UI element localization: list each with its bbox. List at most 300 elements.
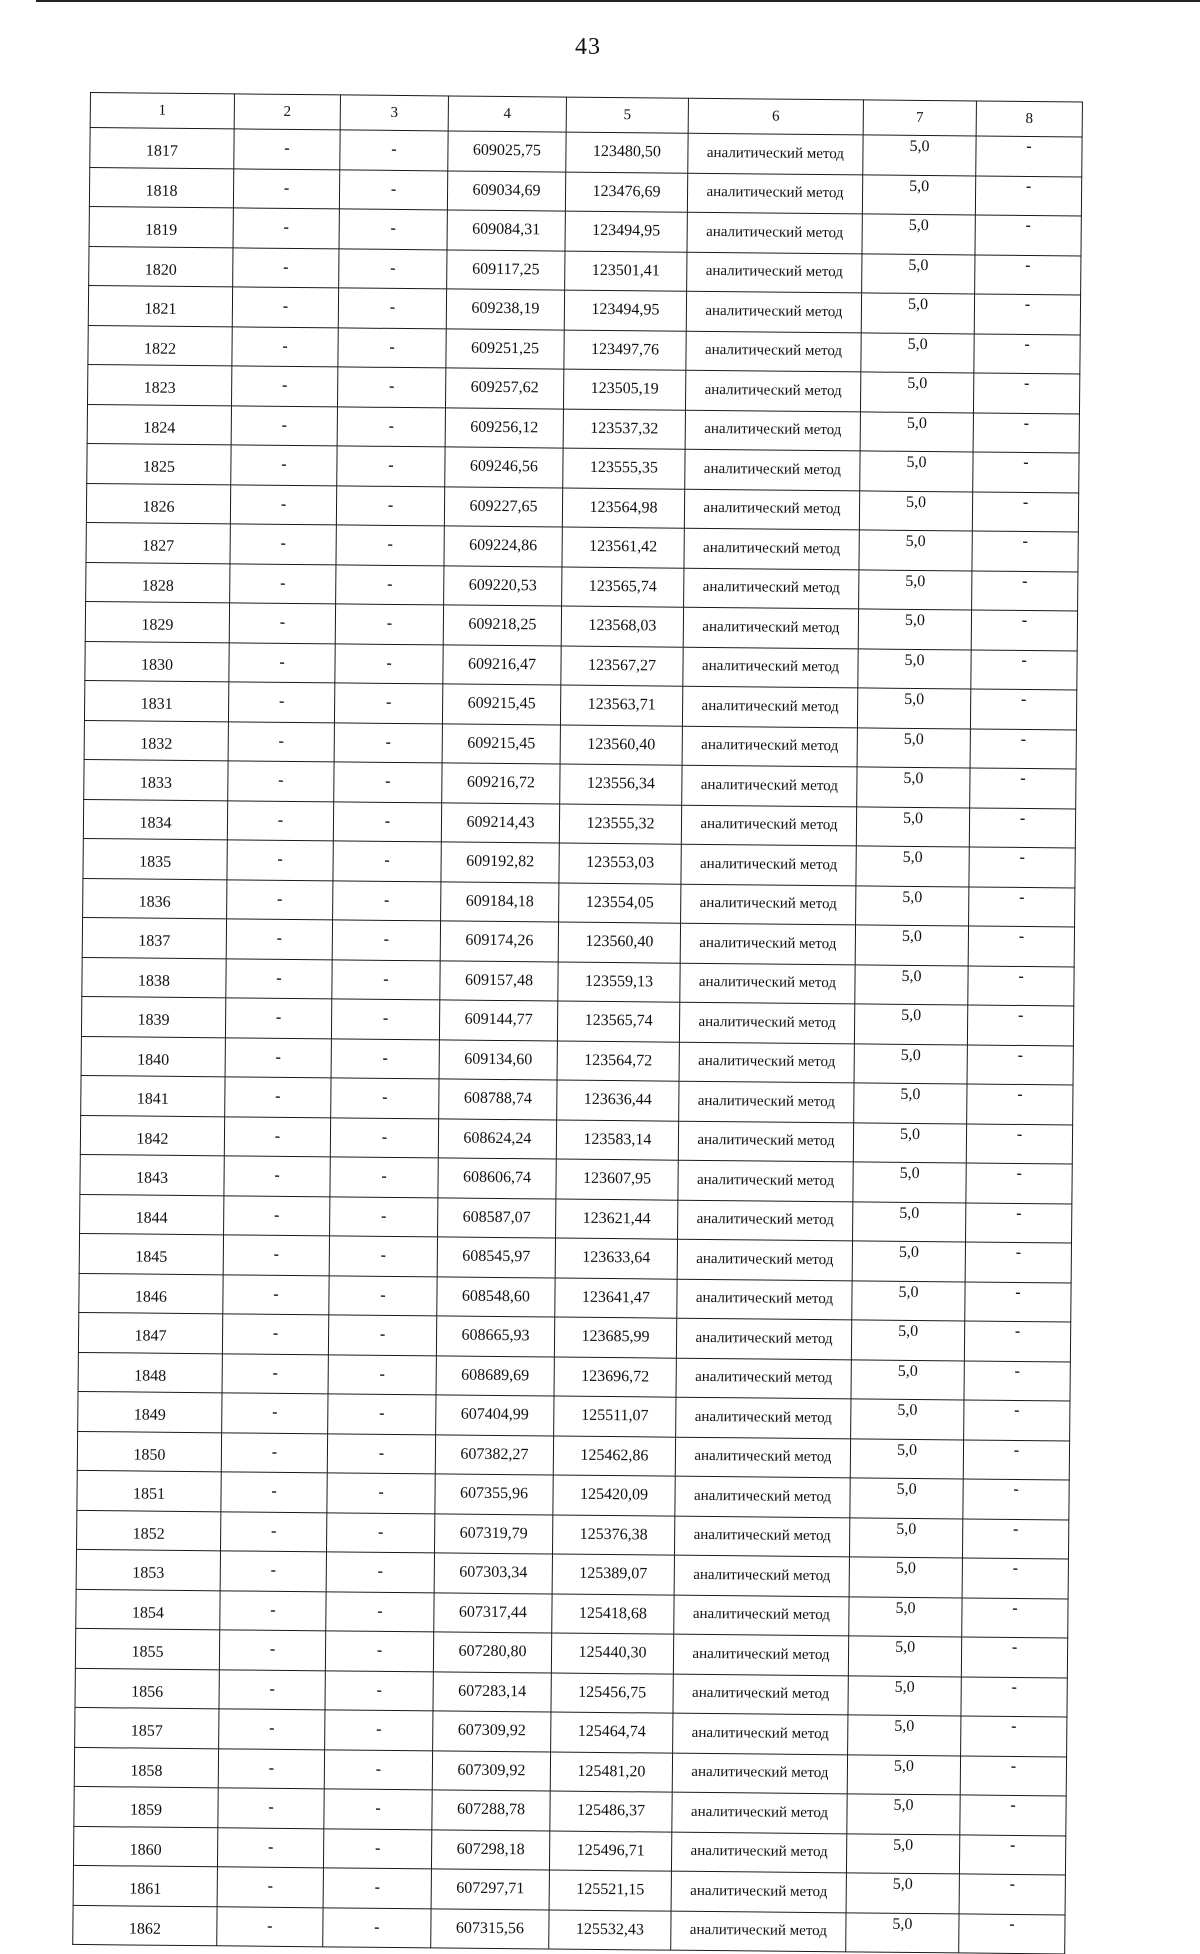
col3-cell: - xyxy=(326,1552,434,1593)
point-number-cell: 1835 xyxy=(83,838,227,879)
col8-cell: - xyxy=(968,965,1074,1006)
x-coordinate-cell: 609215,45 xyxy=(442,723,560,764)
y-coordinate-cell: 125511,07 xyxy=(554,1396,676,1437)
x-coordinate-cell: 608788,74 xyxy=(439,1079,557,1120)
x-coordinate-cell: 608548,60 xyxy=(437,1276,555,1317)
column-header-4: 4 xyxy=(448,96,566,132)
point-number-cell: 1818 xyxy=(89,167,233,208)
accuracy-cell: 5,0 xyxy=(862,253,975,294)
col3-cell: - xyxy=(331,1078,439,1119)
point-number-cell: 1858 xyxy=(74,1747,218,1788)
method-cell: аналитический метод xyxy=(683,607,858,648)
y-coordinate-cell: 123480,50 xyxy=(566,132,688,173)
page-number: 43 xyxy=(575,34,601,60)
col8-cell: - xyxy=(972,531,1078,572)
x-coordinate-cell: 609218,25 xyxy=(443,605,561,646)
col3-cell: - xyxy=(326,1591,434,1632)
method-cell: аналитический метод xyxy=(676,1358,851,1399)
x-coordinate-cell: 607288,78 xyxy=(432,1790,550,1831)
col8-cell: - xyxy=(963,1479,1069,1520)
col3-cell: - xyxy=(323,1907,431,1948)
col8-cell: - xyxy=(961,1676,1067,1717)
accuracy-cell: 5,0 xyxy=(847,1794,960,1835)
coordinates-table xyxy=(72,92,1083,1954)
accuracy-cell: 5,0 xyxy=(855,925,968,966)
col2-cell: - xyxy=(228,721,334,762)
col3-cell: - xyxy=(337,406,445,447)
col8-cell: - xyxy=(962,1558,1068,1599)
x-coordinate-cell: 607355,96 xyxy=(435,1474,553,1515)
point-number-cell: 1856 xyxy=(75,1668,219,1709)
y-coordinate-cell: 123494,95 xyxy=(565,211,687,252)
point-number-cell: 1832 xyxy=(84,720,228,761)
accuracy-cell: 5,0 xyxy=(860,372,973,413)
col2-cell: - xyxy=(221,1511,327,1552)
method-cell: аналитический метод xyxy=(679,1002,854,1043)
x-coordinate-cell: 607298,18 xyxy=(431,1829,549,1870)
column-header-3: 3 xyxy=(340,95,448,131)
x-coordinate-cell: 608689,69 xyxy=(436,1355,554,1396)
accuracy-cell: 5,0 xyxy=(857,727,970,768)
y-coordinate-cell: 123607,95 xyxy=(556,1159,678,1200)
col8-cell: - xyxy=(969,847,1075,888)
y-coordinate-cell: 123696,72 xyxy=(554,1357,676,1398)
accuracy-cell: 5,0 xyxy=(860,411,973,452)
col8-cell: - xyxy=(970,728,1076,769)
method-cell: аналитический метод xyxy=(674,1516,849,1557)
method-cell: аналитический метод xyxy=(685,370,860,411)
y-coordinate-cell: 123476,69 xyxy=(565,172,687,213)
point-number-cell: 1819 xyxy=(89,206,233,247)
col2-cell: - xyxy=(219,1709,325,1750)
method-cell: аналитический метод xyxy=(677,1279,852,1320)
accuracy-cell: 5,0 xyxy=(857,767,970,808)
col3-cell: - xyxy=(323,1868,431,1909)
method-cell: аналитический метод xyxy=(687,173,862,214)
x-coordinate-cell: 607280,80 xyxy=(433,1632,551,1673)
col2-cell: - xyxy=(228,682,334,723)
point-number-cell: 1834 xyxy=(83,799,227,840)
method-cell: аналитический метод xyxy=(687,212,862,253)
col3-cell: - xyxy=(325,1631,433,1672)
y-coordinate-cell: 123641,47 xyxy=(555,1278,677,1319)
accuracy-cell: 5,0 xyxy=(858,648,971,689)
col8-cell: - xyxy=(975,255,1081,296)
accuracy-cell: 5,0 xyxy=(846,1873,959,1914)
accuracy-cell: 5,0 xyxy=(847,1754,960,1795)
x-coordinate-cell: 609227,65 xyxy=(444,486,562,527)
accuracy-cell: 5,0 xyxy=(856,885,969,926)
accuracy-cell: 5,0 xyxy=(856,846,969,887)
method-cell: аналитический метод xyxy=(682,726,857,767)
y-coordinate-cell: 123583,14 xyxy=(556,1120,678,1161)
col2-cell: - xyxy=(230,563,336,604)
x-coordinate-cell: 608545,97 xyxy=(437,1237,555,1278)
point-number-cell: 1839 xyxy=(81,996,225,1037)
method-cell: аналитический метод xyxy=(679,1081,854,1122)
col8-cell: - xyxy=(961,1637,1067,1678)
point-number-cell: 1826 xyxy=(86,483,230,524)
col3-cell: - xyxy=(335,604,443,645)
col8-cell: - xyxy=(974,333,1080,374)
col8-cell: - xyxy=(972,570,1078,611)
y-coordinate-cell: 125462,86 xyxy=(553,1436,675,1477)
point-number-cell: 1830 xyxy=(85,641,229,682)
col3-cell: - xyxy=(339,209,447,250)
col2-cell: - xyxy=(219,1669,325,1710)
col8-cell: - xyxy=(973,412,1079,453)
method-cell: аналитический метод xyxy=(685,410,860,451)
col2-cell: - xyxy=(228,761,334,802)
method-cell: аналитический метод xyxy=(682,765,857,806)
col3-cell: - xyxy=(328,1315,436,1356)
method-cell: аналитический метод xyxy=(681,844,856,885)
col2-cell: - xyxy=(221,1472,327,1513)
col3-cell: - xyxy=(340,130,448,171)
y-coordinate-cell: 123568,03 xyxy=(561,606,683,647)
col3-cell: - xyxy=(339,169,447,210)
col2-cell: - xyxy=(232,287,338,328)
x-coordinate-cell: 607283,14 xyxy=(433,1671,551,1712)
x-coordinate-cell: 607317,44 xyxy=(434,1592,552,1633)
col8-cell: - xyxy=(967,1005,1073,1046)
y-coordinate-cell: 123563,71 xyxy=(560,685,682,726)
method-cell: аналитический метод xyxy=(674,1595,849,1636)
col2-cell: - xyxy=(229,642,335,683)
point-number-cell: 1854 xyxy=(76,1589,220,1630)
x-coordinate-cell: 608665,93 xyxy=(436,1316,554,1357)
point-number-cell: 1827 xyxy=(86,522,230,563)
col8-cell: - xyxy=(962,1597,1068,1638)
y-coordinate-cell: 123636,44 xyxy=(557,1080,679,1121)
col3-cell: - xyxy=(337,367,445,408)
point-number-cell: 1829 xyxy=(85,601,229,642)
col3-cell: - xyxy=(332,920,440,961)
col2-cell: - xyxy=(224,1116,330,1157)
x-coordinate-cell: 609174,26 xyxy=(440,921,558,962)
x-coordinate-cell: 609084,31 xyxy=(447,210,565,251)
method-cell: аналитический метод xyxy=(673,1634,848,1675)
col8-cell: - xyxy=(962,1518,1068,1559)
col2-cell: - xyxy=(233,247,339,288)
col8-cell: - xyxy=(967,1044,1073,1085)
accuracy-cell: 5,0 xyxy=(848,1675,961,1716)
y-coordinate-cell: 123553,03 xyxy=(559,843,681,884)
x-coordinate-cell: 609214,43 xyxy=(441,802,559,843)
point-number-cell: 1836 xyxy=(83,878,227,919)
x-coordinate-cell: 607303,34 xyxy=(434,1553,552,1594)
y-coordinate-cell: 123555,32 xyxy=(559,804,681,845)
accuracy-cell: 5,0 xyxy=(863,135,976,176)
y-coordinate-cell: 125456,75 xyxy=(551,1673,673,1714)
table-row xyxy=(73,1905,1065,1954)
point-number-cell: 1822 xyxy=(88,325,232,366)
method-cell: аналитический метод xyxy=(673,1713,848,1754)
col2-cell: - xyxy=(220,1590,326,1631)
accuracy-cell: 5,0 xyxy=(851,1399,964,1440)
accuracy-cell: 5,0 xyxy=(850,1478,963,1519)
point-number-cell: 1851 xyxy=(77,1470,221,1511)
x-coordinate-cell: 608606,74 xyxy=(438,1158,556,1199)
method-cell: аналитический метод xyxy=(685,449,860,490)
column-header-2: 2 xyxy=(234,94,340,130)
x-coordinate-cell: 608587,07 xyxy=(438,1197,556,1238)
x-coordinate-cell: 609025,75 xyxy=(448,131,566,172)
col2-cell: - xyxy=(219,1630,325,1671)
x-coordinate-cell: 609224,86 xyxy=(444,526,562,567)
col3-cell: - xyxy=(333,841,441,882)
col2-cell: - xyxy=(225,1077,331,1118)
col3-cell: - xyxy=(339,248,447,289)
col8-cell: - xyxy=(959,1913,1065,1954)
method-cell: аналитический метод xyxy=(676,1397,851,1438)
method-cell: аналитический метод xyxy=(678,1160,853,1201)
col3-cell: - xyxy=(334,683,442,724)
y-coordinate-cell: 123633,64 xyxy=(555,1238,677,1279)
y-coordinate-cell: 125464,74 xyxy=(551,1712,673,1753)
accuracy-cell: 5,0 xyxy=(852,1280,965,1321)
method-cell: аналитический метод xyxy=(675,1437,850,1478)
col2-cell: - xyxy=(217,1827,323,1868)
y-coordinate-cell: 125420,09 xyxy=(553,1475,675,1516)
point-number-cell: 1825 xyxy=(87,443,231,484)
y-coordinate-cell: 125521,15 xyxy=(549,1870,671,1911)
y-coordinate-cell: 123561,42 xyxy=(562,527,684,568)
col3-cell: - xyxy=(338,288,446,329)
col3-cell: - xyxy=(337,446,445,487)
col2-cell: - xyxy=(226,919,332,960)
col2-cell: - xyxy=(220,1551,326,1592)
column-header-7: 7 xyxy=(863,100,976,136)
col8-cell: - xyxy=(964,1400,1070,1441)
point-number-cell: 1824 xyxy=(87,404,231,445)
col2-cell: - xyxy=(231,405,337,446)
point-number-cell: 1861 xyxy=(73,1865,217,1906)
y-coordinate-cell: 125481,20 xyxy=(550,1751,672,1792)
method-cell: аналитический метод xyxy=(686,331,861,372)
y-coordinate-cell: 123685,99 xyxy=(554,1317,676,1358)
y-coordinate-cell: 123556,34 xyxy=(560,764,682,805)
col3-cell: - xyxy=(334,762,442,803)
method-cell: аналитический метод xyxy=(684,568,859,609)
x-coordinate-cell: 609238,19 xyxy=(446,289,564,330)
x-coordinate-cell: 607309,92 xyxy=(433,1711,551,1752)
method-cell: аналитический метод xyxy=(671,1911,846,1952)
y-coordinate-cell: 123565,74 xyxy=(562,567,684,608)
col8-cell: - xyxy=(974,294,1080,335)
accuracy-cell: 5,0 xyxy=(846,1833,959,1874)
x-coordinate-cell: 607315,56 xyxy=(431,1908,549,1949)
col2-cell: - xyxy=(223,1235,329,1276)
accuracy-cell: 5,0 xyxy=(854,1043,967,1084)
point-number-cell: 1838 xyxy=(82,957,226,998)
y-coordinate-cell: 123501,41 xyxy=(565,251,687,292)
col2-cell: - xyxy=(222,1353,328,1394)
col8-cell: - xyxy=(970,768,1076,809)
accuracy-cell: 5,0 xyxy=(851,1359,964,1400)
x-coordinate-cell: 609134,60 xyxy=(439,1039,557,1080)
column-header-6: 6 xyxy=(688,98,863,135)
accuracy-cell: 5,0 xyxy=(861,293,974,334)
y-coordinate-cell: 125376,38 xyxy=(552,1515,674,1556)
x-coordinate-cell: 607404,99 xyxy=(436,1395,554,1436)
y-coordinate-cell: 125496,71 xyxy=(549,1830,671,1871)
col3-cell: - xyxy=(336,564,444,605)
method-cell: аналитический метод xyxy=(672,1753,847,1794)
col3-cell: - xyxy=(327,1433,435,1474)
y-coordinate-cell: 123567,27 xyxy=(561,646,683,687)
method-cell: аналитический метод xyxy=(679,1042,854,1083)
col2-cell: - xyxy=(229,603,335,644)
point-number-cell: 1843 xyxy=(80,1154,224,1195)
x-coordinate-cell: 609216,72 xyxy=(442,763,560,804)
method-cell: аналитический метод xyxy=(680,963,855,1004)
point-number-cell: 1853 xyxy=(76,1549,220,1590)
x-coordinate-cell: 609192,82 xyxy=(441,842,559,883)
col2-cell: - xyxy=(230,524,336,565)
col3-cell: - xyxy=(325,1710,433,1751)
accuracy-cell: 5,0 xyxy=(854,1083,967,1124)
x-coordinate-cell: 609157,48 xyxy=(440,960,558,1001)
point-number-cell: 1841 xyxy=(81,1075,225,1116)
col3-cell: - xyxy=(330,1157,438,1198)
col2-cell: - xyxy=(225,1037,331,1078)
col3-cell: - xyxy=(328,1354,436,1395)
method-cell: аналитический метод xyxy=(686,291,861,332)
col3-cell: - xyxy=(329,1275,437,1316)
col2-cell: - xyxy=(224,1156,330,1197)
x-coordinate-cell: 609246,56 xyxy=(445,447,563,488)
col3-cell: - xyxy=(323,1828,431,1869)
point-number-cell: 1821 xyxy=(88,285,232,326)
col8-cell: - xyxy=(969,886,1075,927)
col3-cell: - xyxy=(331,999,439,1040)
method-cell: аналитический метод xyxy=(687,252,862,293)
point-number-cell: 1852 xyxy=(77,1510,221,1551)
x-coordinate-cell: 609034,69 xyxy=(447,170,565,211)
accuracy-cell: 5,0 xyxy=(852,1241,965,1282)
col2-cell: - xyxy=(233,208,339,249)
col8-cell: - xyxy=(964,1321,1070,1362)
column-header-8: 8 xyxy=(976,101,1082,137)
col3-cell: - xyxy=(336,485,444,526)
col3-cell: - xyxy=(336,525,444,566)
y-coordinate-cell: 123564,98 xyxy=(562,488,684,529)
point-number-cell: 1860 xyxy=(73,1826,217,1867)
method-cell: аналитический метод xyxy=(674,1555,849,1596)
point-number-cell: 1828 xyxy=(86,562,230,603)
point-number-cell: 1831 xyxy=(84,680,228,721)
col2-cell: - xyxy=(217,1867,323,1908)
x-coordinate-cell: 609257,62 xyxy=(445,368,563,409)
col3-cell: - xyxy=(327,1473,435,1514)
accuracy-cell: 5,0 xyxy=(858,609,971,650)
col3-cell: - xyxy=(331,1038,439,1079)
point-number-cell: 1823 xyxy=(88,364,232,405)
col8-cell: - xyxy=(971,649,1077,690)
col8-cell: - xyxy=(969,807,1075,848)
col3-cell: - xyxy=(326,1512,434,1553)
col3-cell: - xyxy=(332,959,440,1000)
column-header-5: 5 xyxy=(566,97,688,133)
x-coordinate-cell: 609184,18 xyxy=(441,881,559,922)
col2-cell: - xyxy=(218,1748,324,1789)
point-number-cell: 1848 xyxy=(78,1352,222,1393)
accuracy-cell: 5,0 xyxy=(848,1636,961,1677)
col8-cell: - xyxy=(960,1755,1066,1796)
col8-cell: - xyxy=(972,491,1078,532)
method-cell: аналитический метод xyxy=(678,1121,853,1162)
x-coordinate-cell: 607319,79 xyxy=(434,1513,552,1554)
col8-cell: - xyxy=(967,1084,1073,1125)
col2-cell: - xyxy=(233,168,339,209)
accuracy-cell: 5,0 xyxy=(849,1557,962,1598)
method-cell: аналитический метод xyxy=(676,1318,851,1359)
point-number-cell: 1844 xyxy=(80,1194,224,1235)
method-cell: аналитический метод xyxy=(680,923,855,964)
accuracy-cell: 5,0 xyxy=(860,451,973,492)
col8-cell: - xyxy=(975,176,1081,217)
y-coordinate-cell: 125440,30 xyxy=(551,1633,673,1674)
table-body xyxy=(73,128,1082,1954)
col2-cell: - xyxy=(224,1195,330,1236)
col2-cell: - xyxy=(226,958,332,999)
y-coordinate-cell: 123560,40 xyxy=(560,725,682,766)
y-coordinate-cell: 123554,05 xyxy=(559,883,681,924)
point-number-cell: 1850 xyxy=(77,1431,221,1472)
accuracy-cell: 5,0 xyxy=(854,1004,967,1045)
y-coordinate-cell: 123559,13 xyxy=(558,962,680,1003)
accuracy-cell: 5,0 xyxy=(857,688,970,729)
y-coordinate-cell: 123537,32 xyxy=(563,409,685,450)
y-coordinate-cell: 123564,72 xyxy=(557,1041,679,1082)
col8-cell: - xyxy=(960,1795,1066,1836)
x-coordinate-cell: 607382,27 xyxy=(435,1434,553,1475)
y-coordinate-cell: 123505,19 xyxy=(563,369,685,410)
method-cell: аналитический метод xyxy=(681,805,856,846)
col2-cell: - xyxy=(221,1432,327,1473)
x-coordinate-cell: 609144,77 xyxy=(439,1000,557,1041)
point-number-cell: 1840 xyxy=(81,1036,225,1077)
point-number-cell: 1849 xyxy=(78,1391,222,1432)
col8-cell: - xyxy=(961,1716,1067,1757)
col8-cell: - xyxy=(965,1242,1071,1283)
col3-cell: - xyxy=(329,1236,437,1277)
col3-cell: - xyxy=(325,1670,433,1711)
y-coordinate-cell: 123565,74 xyxy=(557,1001,679,1042)
method-cell: аналитический метод xyxy=(673,1674,848,1715)
col2-cell: - xyxy=(225,998,331,1039)
method-cell: аналитический метод xyxy=(672,1792,847,1833)
x-coordinate-cell: 609256,12 xyxy=(445,407,563,448)
point-number-cell: 1855 xyxy=(75,1628,219,1669)
accuracy-cell: 5,0 xyxy=(850,1438,963,1479)
point-number-cell: 1833 xyxy=(84,759,228,800)
y-coordinate-cell: 125532,43 xyxy=(549,1909,671,1950)
col3-cell: - xyxy=(330,1117,438,1158)
col2-cell: - xyxy=(227,800,333,841)
col2-cell: - xyxy=(227,879,333,920)
y-coordinate-cell: 123621,44 xyxy=(556,1199,678,1240)
method-cell: аналитический метод xyxy=(684,528,859,569)
page-top-border xyxy=(36,0,1200,2)
accuracy-cell: 5,0 xyxy=(849,1517,962,1558)
point-number-cell: 1820 xyxy=(89,246,233,287)
x-coordinate-cell: 609216,47 xyxy=(443,644,561,685)
col8-cell: - xyxy=(971,610,1077,651)
method-cell: аналитический метод xyxy=(688,133,863,174)
col8-cell: - xyxy=(963,1439,1069,1480)
